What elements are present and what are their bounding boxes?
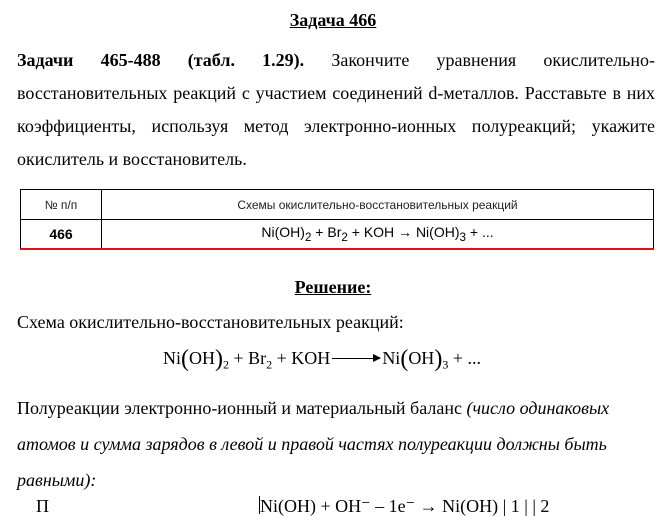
half-reactions-intro	[17, 390, 657, 498]
reaction-equation	[163, 344, 481, 373]
task-range-label: Задачи 465-488 (табл. 1.29).	[17, 50, 305, 70]
cut-right-text: Ni(OH) + OH⁻ – 1e⁻ → Ni(OH) | 1 | | 2	[260, 496, 550, 516]
table-header-row	[21, 190, 654, 220]
task-text: Закончите уравнения окислительно-восстановительных реакций с участием соединений d-металлов. Расставьте в них коэффициенты, используя метод электронно-ионных полуреакций; укажите окислитель и восстановитель.	[17, 50, 655, 169]
scheme-sub-1: 2	[304, 230, 312, 244]
eq-tail: + ...	[448, 348, 481, 368]
scheme-label: Схема окислительно-восстановительных реакций:	[17, 312, 404, 332]
row-scheme	[102, 220, 654, 250]
cut-left-text: П	[36, 496, 49, 516]
header-number: № п/п	[21, 190, 102, 220]
eq-sub-1: 2	[223, 357, 229, 372]
eq-paren-close-2: )	[434, 346, 443, 372]
scheme-ni-oh: Ni(OH)	[261, 224, 305, 241]
scheme-tail: + ...	[465, 224, 494, 241]
task-title: Задача 466	[289, 10, 377, 30]
eq-sub-2: 2	[266, 357, 273, 372]
eq-sub-3: 3	[442, 357, 449, 372]
row-number: 466	[21, 220, 102, 250]
half-reaction-line-cut	[36, 496, 666, 516]
eq-br: + Br	[229, 348, 267, 368]
eq-oh-2: OH	[408, 348, 435, 368]
eq-ni-2: Ni	[382, 348, 401, 368]
eq-paren-open-2: (	[400, 346, 409, 372]
reaction-arrow-icon	[332, 358, 380, 359]
scheme-koh: + KOH → Ni(OH)	[347, 224, 460, 241]
eq-oh-1: OH	[189, 348, 215, 368]
task-statement	[17, 44, 655, 176]
solution-title: Решение:	[294, 277, 372, 297]
half-italic-note: (число одинаковых атомов и сумма зарядов в левой и правой частях полуреакции должны быть равными):	[17, 398, 610, 490]
table-row	[21, 220, 654, 250]
scheme-sub-3: 3	[459, 230, 466, 244]
header-scheme: Схемы окислительно-восстановительных реакций	[102, 190, 654, 220]
eq-paren-close-1: )	[215, 346, 223, 372]
reactions-table	[20, 189, 654, 250]
eq-paren-open-1: (	[181, 346, 189, 372]
half-text: Полуреакции электронно-ионный и материальный баланс	[17, 398, 467, 418]
scheme-sub-2: 2	[341, 230, 348, 244]
eq-ni-1: Ni	[163, 348, 181, 368]
scheme-br: + Br	[311, 224, 342, 241]
eq-koh: + KOH	[272, 348, 331, 368]
